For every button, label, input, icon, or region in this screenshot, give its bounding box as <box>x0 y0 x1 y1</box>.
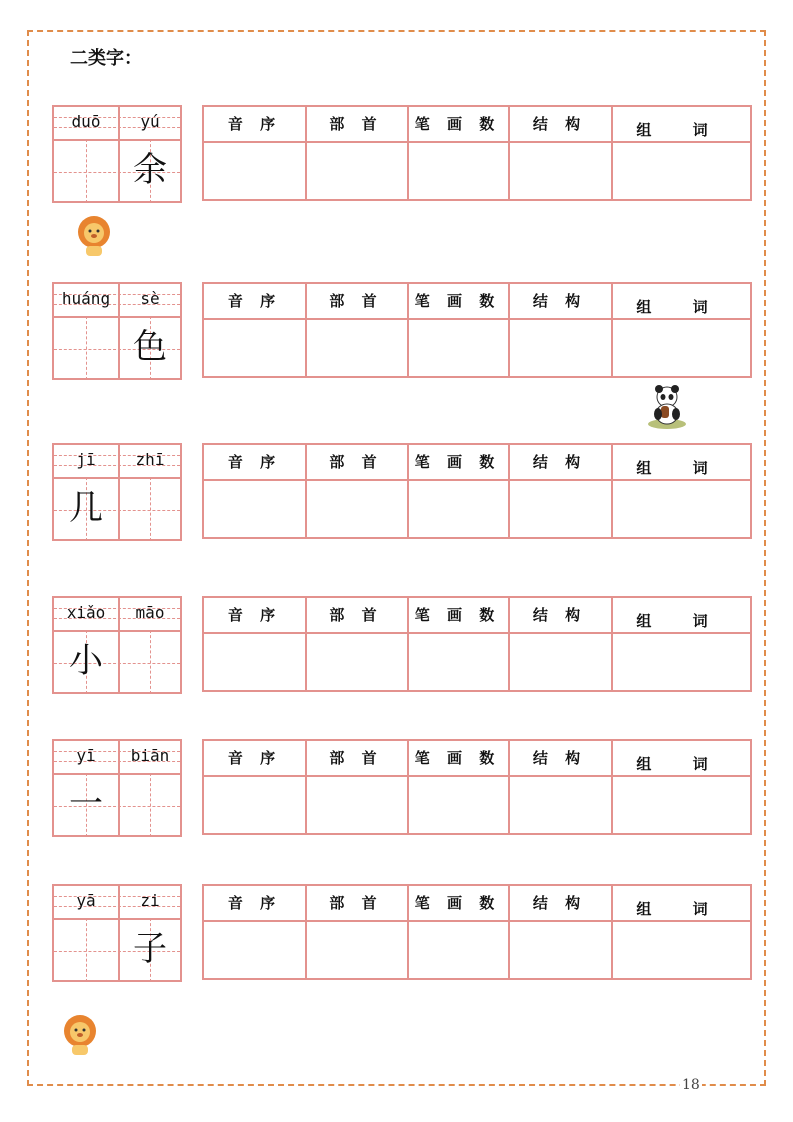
header-zuci: 组 词 <box>636 900 726 918</box>
header-bushou: 部 首 <box>329 749 383 767</box>
panda-icon <box>646 384 688 434</box>
header-yinxu: 音 序 <box>227 292 282 310</box>
header-bushou: 部 首 <box>329 606 383 624</box>
header-jiegou: 结 构 <box>532 115 587 133</box>
header-yinxu: 音 序 <box>227 606 282 624</box>
header-bihuashu: 笔 画 数 <box>414 606 501 624</box>
header-bihuashu: 笔 画 数 <box>414 749 501 767</box>
header-yinxu: 音 序 <box>227 894 282 912</box>
character-row <box>52 739 752 839</box>
pinyin-cell: biān <box>130 746 170 765</box>
pinyin-cell: sè <box>140 289 160 308</box>
pinyin-cell: zhī <box>135 450 165 469</box>
lion-icon <box>62 1013 98 1061</box>
hanzi-cell: 小 <box>69 641 103 681</box>
header-jiegou: 结 构 <box>532 453 587 471</box>
character-row <box>52 443 752 543</box>
header-yinxu: 音 序 <box>227 115 282 133</box>
pinyin-cell: xiǎo <box>66 603 106 622</box>
header-bushou: 部 首 <box>329 894 383 912</box>
tianzige-grid <box>52 884 182 982</box>
pinyin-cell: māo <box>135 603 165 622</box>
section-title: 二类字： <box>70 48 142 69</box>
lion-icon <box>76 214 112 262</box>
pinyin-cell: huáng <box>61 289 111 308</box>
tianzige-grid <box>52 596 182 694</box>
header-jiegou: 结 构 <box>532 606 587 624</box>
header-zuci: 组 词 <box>636 755 726 773</box>
header-jiegou: 结 构 <box>532 894 587 912</box>
character-row <box>52 282 752 382</box>
header-jiegou: 结 构 <box>532 292 587 310</box>
character-row <box>52 884 752 984</box>
header-zuci: 组 词 <box>636 612 726 630</box>
header-zuci: 组 词 <box>636 298 726 316</box>
tianzige-grid <box>52 105 182 203</box>
info-table <box>202 105 752 201</box>
header-bihuashu: 笔 画 数 <box>414 453 501 471</box>
info-table <box>202 596 752 692</box>
header-yinxu: 音 序 <box>227 453 282 471</box>
hanzi-cell: 一 <box>69 784 103 824</box>
info-table <box>202 443 752 539</box>
character-row <box>52 105 752 205</box>
page-number: 18 <box>682 1077 700 1093</box>
header-bihuashu: 笔 画 数 <box>414 292 501 310</box>
info-table <box>202 739 752 835</box>
tianzige-grid <box>52 282 182 380</box>
pinyin-cell: duō <box>71 112 101 131</box>
header-zuci: 组 词 <box>636 121 726 139</box>
pinyin-cell: zi <box>140 891 160 910</box>
pinyin-cell: yā <box>76 891 96 910</box>
header-bihuashu: 笔 画 数 <box>414 115 501 133</box>
tianzige-grid <box>52 443 182 541</box>
hanzi-cell: 几 <box>69 488 103 528</box>
header-bushou: 部 首 <box>329 292 383 310</box>
pinyin-cell: jī <box>76 450 96 469</box>
info-table <box>202 282 752 378</box>
header-yinxu: 音 序 <box>227 749 282 767</box>
header-bushou: 部 首 <box>329 453 383 471</box>
header-jiegou: 结 构 <box>532 749 587 767</box>
header-bihuashu: 笔 画 数 <box>414 894 501 912</box>
pinyin-cell: yī <box>76 746 96 765</box>
tianzige-grid <box>52 739 182 837</box>
info-table <box>202 884 752 980</box>
hanzi-cell: 色 <box>133 327 167 367</box>
header-bushou: 部 首 <box>329 115 383 133</box>
pinyin-cell: yú <box>140 112 160 131</box>
hanzi-cell: 子 <box>133 929 167 969</box>
character-row <box>52 596 752 696</box>
header-zuci: 组 词 <box>636 459 726 477</box>
hanzi-cell: 余 <box>133 150 167 190</box>
